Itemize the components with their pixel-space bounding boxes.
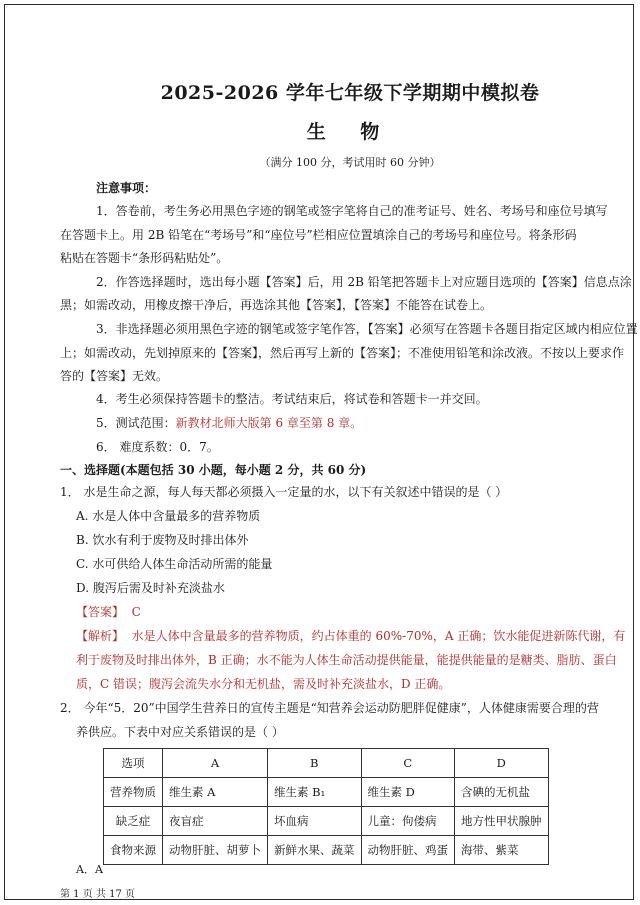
table-cell: 含碘的无机盐 bbox=[455, 778, 549, 807]
difficulty: 6． 难度系数：0．7。 bbox=[96, 440, 219, 454]
notice-line: 上；如需改动，先划掉原来的【答案】，然后再写上新的【答案】；不准使用铅笔和涂改液。不按以上要求作 bbox=[60, 346, 625, 360]
q1-option-c: C. 水可供给人体生命活动所需的能量 bbox=[76, 557, 273, 571]
notice-line: 2．作答选择题时，选出每小题【答案】后，用 2B 铅笔把答题卡上对应题目选项的【答案】信息点涂 bbox=[96, 275, 632, 289]
exam-meta: （满分 100 分，考试用时 60 分钟） bbox=[259, 156, 441, 169]
q2-table bbox=[103, 748, 549, 865]
analysis-line: 水是人体中含量最多的营养物质，约占体重的 60%-70%，A 正确；饮水能促进新陈代谢，有 bbox=[131, 629, 626, 643]
notice-line: 粘贴在答题卡“条形码粘贴处”。 bbox=[60, 251, 229, 265]
table-cell: 缺乏症 bbox=[104, 807, 163, 836]
section-heading: 一、选择题(本题包括 30 小题，每小题 2 分，共 60 分) bbox=[60, 463, 367, 477]
notice-heading: 注意事项： bbox=[96, 181, 157, 195]
table-row bbox=[104, 807, 549, 836]
table-cell: 坏血病 bbox=[268, 807, 362, 836]
table-row bbox=[104, 749, 549, 778]
table-cell: B bbox=[268, 749, 362, 778]
analysis-line: 利于废物及时排出体外，B 正确；水不能为人体生命活动提供能量，能提供能量的是糖类、脂肪、蛋白 bbox=[76, 653, 617, 667]
table-cell: 食物来源 bbox=[104, 836, 163, 865]
table-cell: 地方性甲状腺肿 bbox=[455, 807, 549, 836]
exam-subject: 生 物 bbox=[306, 121, 394, 143]
q1-option-a: A. 水是人体中含量最多的营养物质 bbox=[76, 509, 261, 523]
table-cell: D bbox=[455, 749, 549, 778]
q1-stem: 1． 水是生命之源，每人每天都必须摄入一定量的水，以下有关叙述中错误的是（ ） bbox=[60, 485, 508, 499]
q1-option-b: B. 饮水有利于废物及时排出体外 bbox=[76, 533, 249, 547]
q1-option-d: D. 腹泻后需及时补充淡盐水 bbox=[76, 581, 225, 595]
table-cell: A bbox=[163, 749, 268, 778]
answer-value: C bbox=[131, 605, 141, 619]
table-cell: 夜盲症 bbox=[163, 807, 268, 836]
analysis-line: 质，C 错误；腹泻会流失水分和无机盐，需及时补充淡盐水，D 正确。 bbox=[76, 677, 451, 691]
test-scope-value: 新教材北师大版第 6 章至第 8 章。 bbox=[175, 416, 363, 430]
q2-stem-line: 养供应。下表中对应关系错误的是（ ） bbox=[76, 725, 284, 739]
table-cell: C bbox=[361, 749, 455, 778]
answer-label: 【答案】 bbox=[76, 605, 125, 619]
test-scope bbox=[96, 415, 626, 431]
table-row bbox=[104, 778, 549, 807]
table-row bbox=[104, 836, 549, 865]
q2-answer: A．A bbox=[76, 863, 103, 876]
page-number: 第 1 页 共 17 页 bbox=[60, 889, 135, 900]
analysis-label: 【解析】 bbox=[76, 629, 125, 643]
table-cell: 营养物质 bbox=[104, 778, 163, 807]
table-cell: 选项 bbox=[104, 749, 163, 778]
q1-answer bbox=[76, 604, 606, 620]
table-cell: 新鲜水果、蔬菜 bbox=[268, 836, 362, 865]
table-cell: 维生素 A bbox=[163, 778, 268, 807]
notice-line: 1．答卷前，考生务必用黑色字迹的钢笔或签字笔将自己的准考证号、姓名、考场号和座位号填写 bbox=[96, 204, 608, 218]
notice-line: 4．考生必须保持答题卡的整洁。考试结束后，将试卷和答题卡一并交回。 bbox=[96, 392, 488, 406]
table-cell: 儿童：佝偻病 bbox=[361, 807, 455, 836]
notice-line: 答的【答案】无效。 bbox=[60, 369, 169, 383]
notice-line: 3．非选择题必须用黑色字迹的钢笔或签字笔作答，【答案】必须写在答题卡各题目指定区域内相应位置 bbox=[96, 322, 638, 336]
q2-stem-line: 2． 今年“5．20”中国学生营养日的宣传主题是“知营养会运动防肥胖促健康”，人体健康需要合理的营 bbox=[60, 701, 599, 715]
table-cell: 维生素 B₁ bbox=[268, 778, 362, 807]
test-scope-label: 5．测试范围： bbox=[96, 416, 176, 430]
table-cell: 维生素 D bbox=[361, 778, 455, 807]
notice-line: 在答题卡上。用 2B 铅笔在“考场号”和“座位号”栏相应位置填涂自己的考场号和座位号。将条形码 bbox=[60, 228, 577, 242]
table-cell: 海带、紫菜 bbox=[455, 836, 549, 865]
table-cell: 动物肝脏、胡萝卜 bbox=[163, 836, 268, 865]
exam-title: 2025-2026 学年七年级下学期期中模拟卷 bbox=[160, 82, 540, 104]
q1-analysis bbox=[76, 628, 626, 644]
notice-line: 黑；如需改动，用橡皮擦干净后，再选涂其他【答案】，【答案】不能答在试卷上。 bbox=[60, 298, 493, 312]
table-cell: 动物肝脏、鸡蛋 bbox=[361, 836, 455, 865]
